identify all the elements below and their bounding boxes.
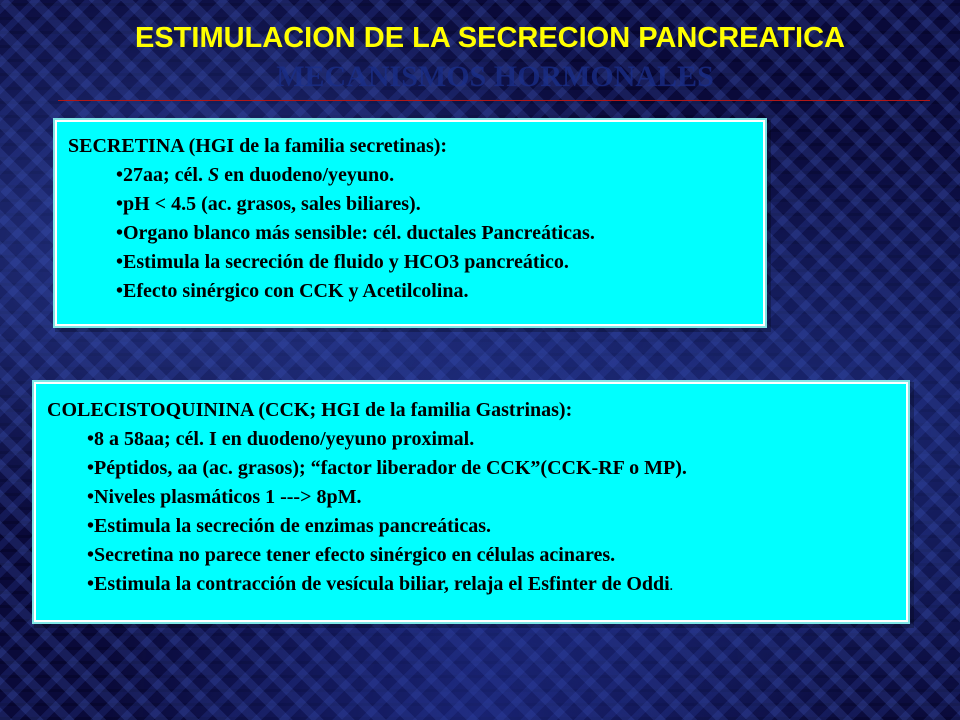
colecistoquinina-box <box>34 382 908 622</box>
colecistoquinina-bullet-4: •Estimula la secreción de enzimas pancreáticas. <box>87 515 491 537</box>
colecistoquinina-bullet-6 <box>47 570 906 601</box>
title-divider <box>58 100 930 101</box>
colecistoquinina-bullet-6-period: . <box>669 579 673 593</box>
secretina-bullet-4: •Estimula la secreción de fluido y HCO3 pancreático. <box>116 251 569 273</box>
colecistoquinina-bullet-3: •Niveles plasmáticos 1 ---> 8pM. <box>87 486 362 508</box>
colecistoquinina-heading: COLECISTOQUININA (CCK; HGI de la familia Gastrinas): <box>47 399 573 421</box>
secretina-box <box>55 120 765 326</box>
colecistoquinina-bullet-2: •Péptidos, aa (ac. grasos); “factor liberador de CCK”(CCK-RF o MP). <box>87 457 687 479</box>
colecistoquinina-bullet-5: •Secretina no parece tener efecto sinérgico en células acinares. <box>87 544 616 566</box>
slide-title: ESTIMULACION DE LA SECRECION PANCREATICA <box>135 22 845 54</box>
slide-subtitle: MECANISMOS HORMONALES <box>276 60 714 93</box>
secretina-bullet-3: •Organo blanco más sensible: cél. ductales Pancreáticas. <box>116 222 595 244</box>
colecistoquinina-bullet-6-text: •Estimula la contracción de vesícula biliar, relaja el Esfinter de Oddi <box>87 573 670 595</box>
secretina-bullet-1 <box>68 161 763 190</box>
secretina-bullet-1-pre: •27aa; cél. <box>116 164 208 186</box>
colecistoquinina-bullet-1: •8 a 58aa; cél. I en duodeno/yeyuno proximal. <box>87 428 475 450</box>
secretina-heading: SECRETINA (HGI de la familia secretinas): <box>68 135 448 157</box>
secretina-bullet-2: •pH < 4.5 (ac. grasos, sales biliares). <box>116 193 421 215</box>
secretina-bullet-5: •Efecto sinérgico con CCK y Acetilcolina. <box>116 280 469 302</box>
secretina-bullet-1-post: en duodeno/yeyuno. <box>219 164 395 186</box>
secretina-bullet-1-cell: S <box>207 164 220 186</box>
